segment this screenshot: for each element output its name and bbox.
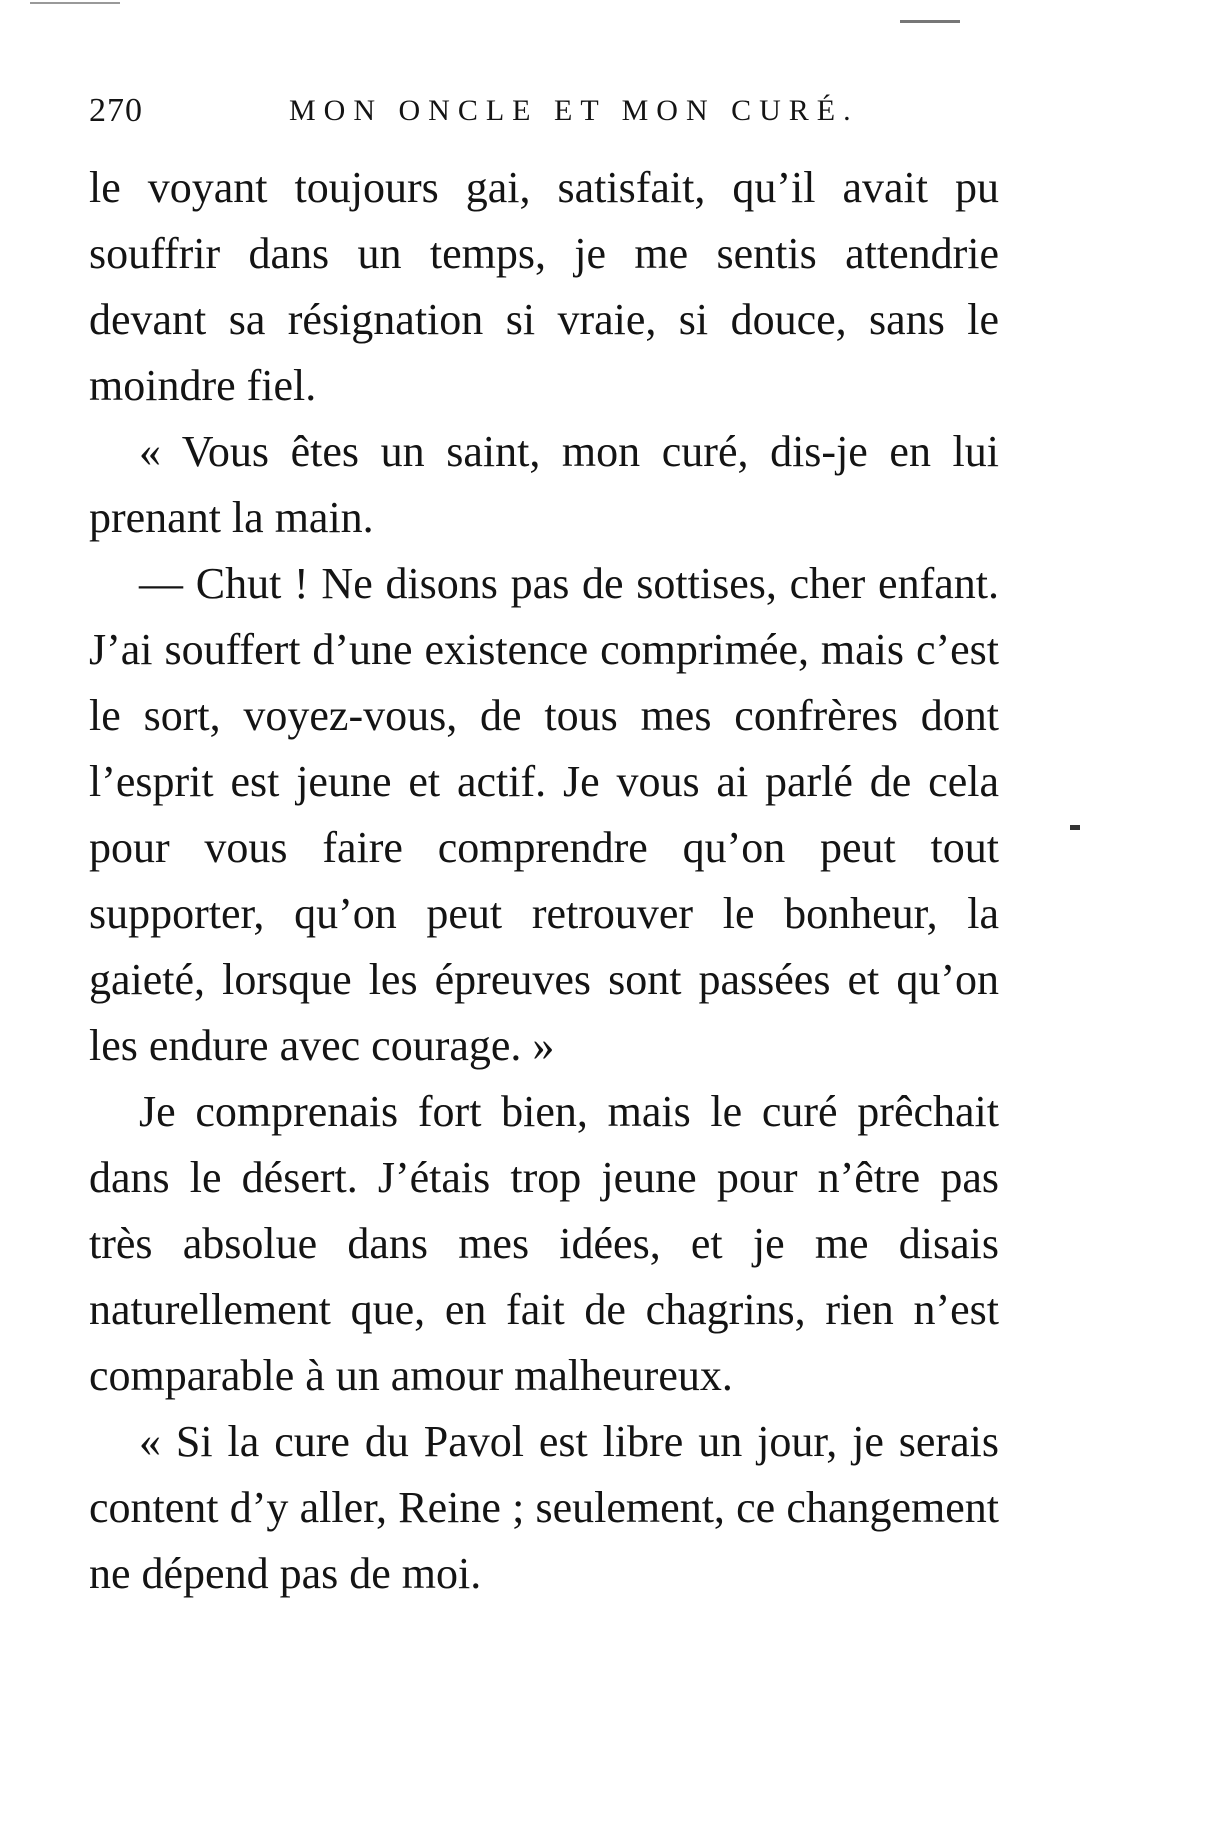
page-number: 270 — [89, 92, 143, 129]
book-title: MON ONCLE ET MON CURÉ. — [289, 94, 859, 127]
paragraph: — Chut ! Ne disons pas de sottises, cher enfant. J’ai souffert d’une existence comprimée, mais c’est le sort, voyez-vous, de tous mes confrères dont l’esprit est jeune et actif. Je vous ai parlé de cela pour vous faire comprendre qu’on peut tout supporter, qu’on peut retrouver le bonheur, la gaieté, lorsque les épreuves sont passées et qu’on les endure avec courage. » — [89, 559, 999, 1070]
paragraph: « Vous êtes un saint, mon curé, dis-je en lui prenant la main. — [89, 427, 999, 542]
print-speck — [1070, 825, 1080, 830]
running-head — [89, 92, 999, 142]
print-speck — [30, 2, 120, 4]
paragraph: le voyant toujours gai, satisfait, qu’il avait pu souffrir dans un temps, je me sentis attendrie devant sa résignation si vraie, si douce, sans le moindre fiel. — [89, 163, 999, 410]
paragraph: « Si la cure du Pavol est libre un jour, je serais content d’y aller, Reine ; seulement, ce changement ne dépend pas de moi. — [89, 1417, 999, 1598]
print-speck — [900, 20, 960, 23]
body-text — [89, 155, 999, 1607]
paragraph: Je comprenais fort bien, mais le curé prêchait dans le désert. J’étais trop jeune pour n’être pas très absolue dans mes idées, et je me disais naturellement que, en fait de chagrins, rien n’est comparable à un amour malheureux. — [89, 1087, 999, 1400]
